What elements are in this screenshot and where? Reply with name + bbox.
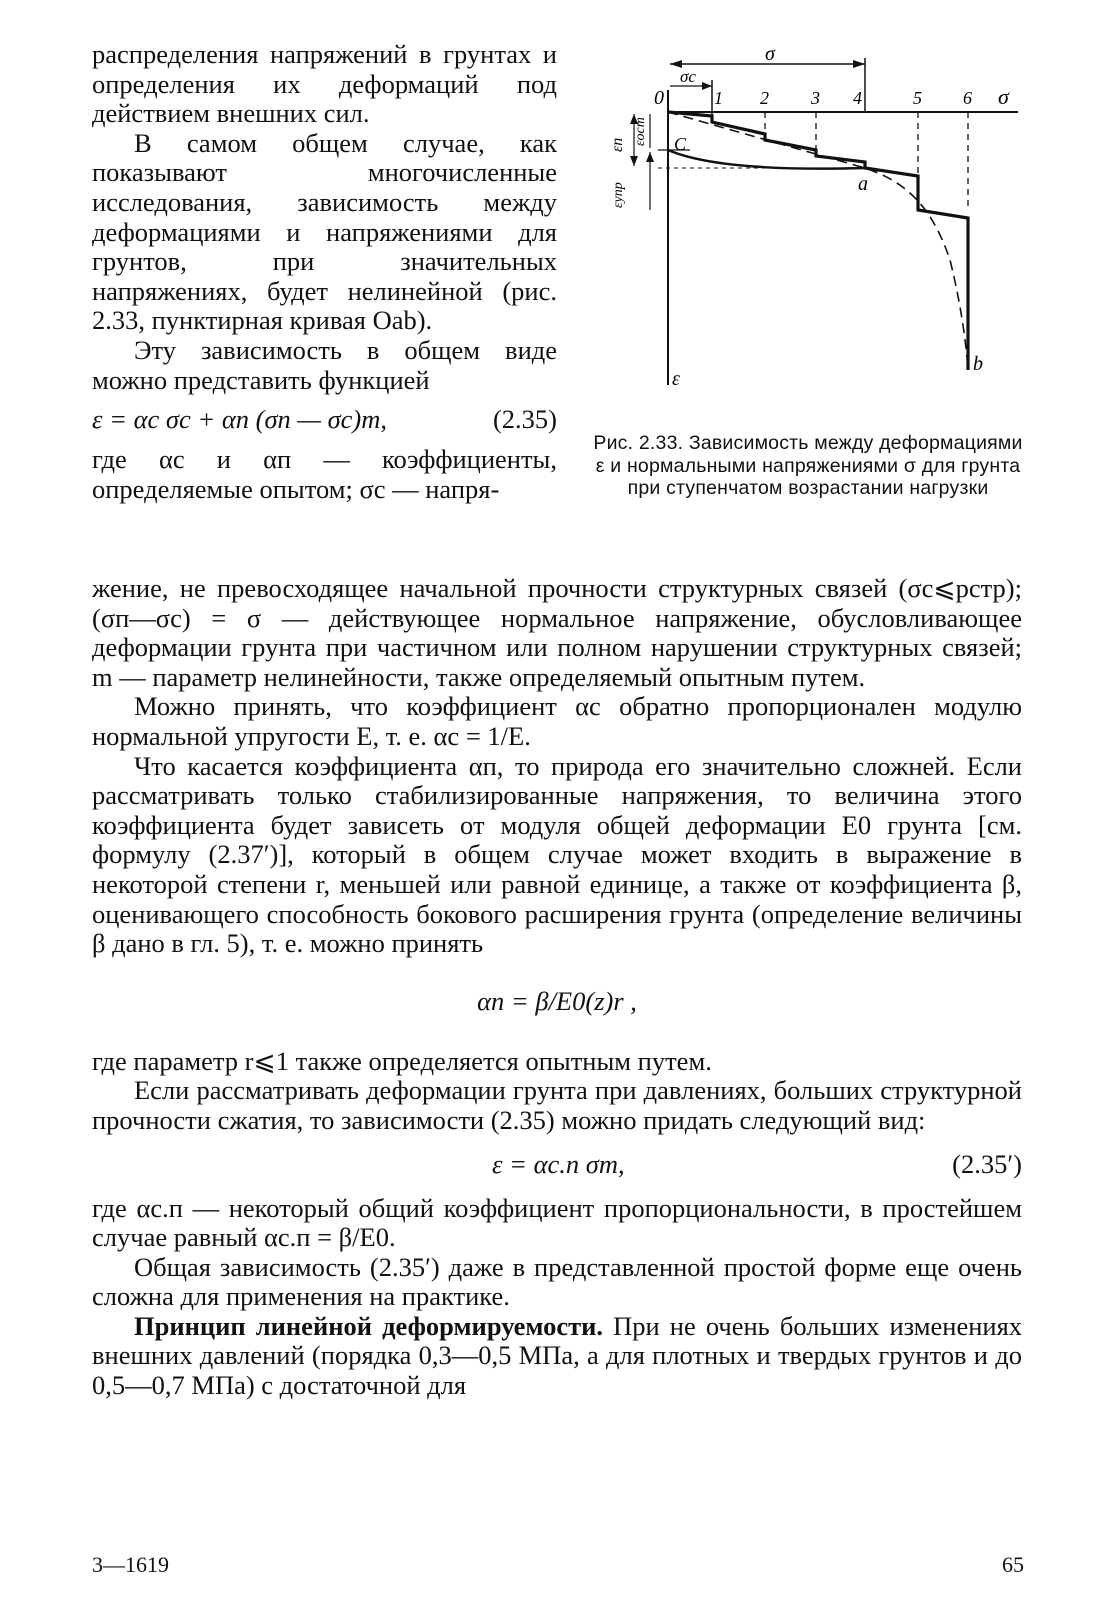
sigma-c-label: σc bbox=[680, 67, 696, 86]
left-text-column bbox=[92, 40, 557, 504]
paragraph-2: В самом общем случае, как показывают многочисленные исследования, зависимость между деформациями и напряжениями для грунтов, при значительных напряжениях, будет нелинейной (рис. 2.33, пунктирная кривая Oab). bbox=[92, 127, 557, 336]
paragraph-7: где параметр r⩽1 также определяется опытным путем. bbox=[92, 1045, 712, 1076]
paragraph-8: Если рассматривать деформации грунта при давлениях, больших структурной прочности сжатия, то зависимости (2.35) можно придать следующий вид: bbox=[92, 1075, 1022, 1135]
formula-alpha-n: αп = β/E0(z)r , bbox=[477, 985, 637, 1016]
sigma-top-label: σ bbox=[765, 43, 775, 65]
paragraph-9: где αc.п — некоторый общий коэффициент пропорциональности, в простейшем случае равный αc.п = β/E0. bbox=[92, 1192, 1022, 1253]
paragraph-3: Эту зависимость в общем виде можно представить функцией bbox=[92, 334, 557, 395]
staircase-load-line bbox=[668, 112, 968, 370]
section-heading-linear-deformability: Принцип линейной деформируемости. bbox=[134, 1310, 604, 1341]
paragraph-11-text: При не очень больших изменениях внешних давлений (порядка 0,3—0,5 МПа, а для плотных и твердых грунтов и до 0,5—0,7 МПа) с достаточной для bbox=[92, 1310, 1023, 1401]
sigma-axis-label: σ bbox=[998, 84, 1009, 109]
point-a-label: a bbox=[858, 173, 868, 195]
formula-2-35-number: (2.35) bbox=[492, 404, 557, 435]
paragraph-6: Что касается коэффициента αп, то природа его значительно сложней. Если рассматривать только стабилизированные напряжения, то величина этого коэффициента будет зависеть от модуля общей деформации E0 грунта [см. формулу (2.37′)], который в общем случае может входить в выражение в некоторой степени r, меньшей или равной единице, а также от коэффициента β, оценивающего способность бокового расширения грунта (определение величины β дано в гл. 5), т. е. можно принять bbox=[92, 750, 1022, 959]
tick-label-3: 3 bbox=[811, 88, 820, 108]
epsilon-axis-label: ε bbox=[672, 368, 680, 390]
dashed-curve-oab bbox=[668, 112, 968, 370]
formula-2-35-prime-expression: ε = αc.п σm, bbox=[492, 1148, 625, 1179]
sigmac-dim-arrow bbox=[702, 82, 712, 90]
figure-caption: Рис. 2.33. Зависимость между деформациями ε и нормальными напряжениями σ для грунта при ступенчатом возрастании нагрузки bbox=[593, 432, 1023, 499]
paragraph-10: Общая зависимость (2.35′) даже в представленной простой форме еще очень сложна для применения на практике. bbox=[92, 1251, 1022, 1312]
eps-upr-label: εупр bbox=[611, 182, 626, 208]
tick-label-2: 2 bbox=[760, 88, 769, 108]
full-width-text bbox=[92, 574, 1022, 1401]
paragraph-4-continued: жение, не превосходящее начальной прочности структурных связей (σc⩽pстр); (σп—σc) = σ — действующее нормальное напряжение, обусловливающее деформации грунта при частичном или полном нарушении структурных связей; m — параметр нелинейности, также определяемый опытным путем. bbox=[92, 573, 1022, 692]
page-number: 65 bbox=[1002, 1552, 1024, 1577]
formula-2-35-prime bbox=[92, 1146, 1022, 1188]
eps-n-arrow-bottom bbox=[630, 156, 638, 166]
eps-ost-label: εост bbox=[633, 117, 648, 146]
tick-label-5: 5 bbox=[913, 88, 922, 108]
tick-label-4: 4 bbox=[853, 88, 862, 108]
figure-2-33 bbox=[590, 40, 1030, 400]
paragraph-11 bbox=[92, 1312, 1022, 1401]
formula-2-35-prime-number: (2.35′) bbox=[952, 1148, 1022, 1179]
sigma-dim-arrow-right bbox=[853, 60, 865, 68]
tick-label-6: 6 bbox=[963, 88, 972, 108]
point-c-label: C bbox=[674, 134, 687, 154]
eps-upr-arrow bbox=[646, 152, 654, 162]
point-b-label: b bbox=[973, 353, 983, 375]
paragraph-5: Можно принять, что коэффициент αc обратно пропорционален модулю нормальной упругости E, т. е. αc = 1/E. bbox=[92, 691, 1022, 751]
paragraph-4-start: где αc и αп — коэффициенты, определяемые опытом; σc — напря- bbox=[92, 444, 557, 504]
paragraph-1: распределения напряжений в грунтах и определения их деформаций под действием внешних сил. bbox=[92, 39, 557, 129]
tick-label-1: 1 bbox=[714, 88, 723, 108]
stress-strain-diagram bbox=[590, 40, 1030, 400]
footer-signature: 3—1619 bbox=[92, 1552, 169, 1577]
origin-label: 0 bbox=[654, 87, 664, 109]
formula-2-35 bbox=[92, 401, 557, 441]
formula-2-35-expression: ε = αc σc + αп (σп — σc)m, bbox=[92, 404, 387, 435]
eps-n-label: εп bbox=[609, 137, 626, 152]
